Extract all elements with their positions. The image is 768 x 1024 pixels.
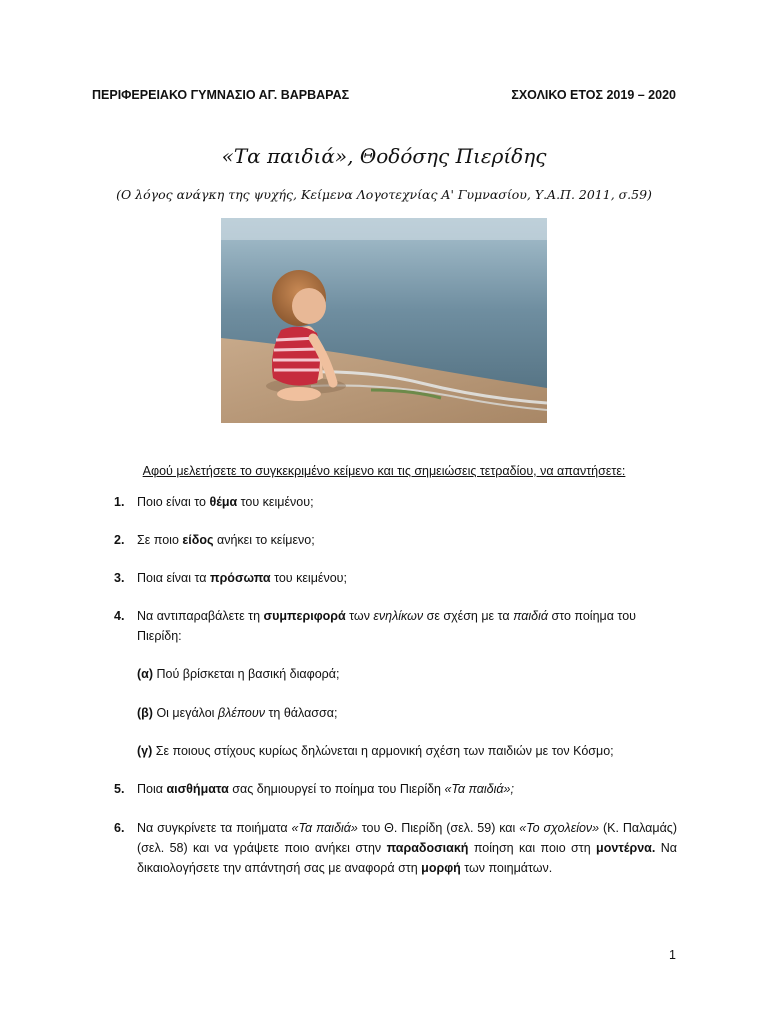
question-2-number: 2.: [114, 533, 125, 547]
question-4-text-end: στο ποίημα του Πιερίδη:: [137, 609, 636, 643]
question-6-poem-2: «Το σχολείον»: [519, 821, 600, 835]
question-4-number: 4.: [114, 609, 125, 623]
school-year: ΣΧΟΛΙΚΟ ΕΤΟΣ 2019 – 2020: [511, 88, 676, 102]
sub-b-text: Οι μεγάλοι: [152, 706, 218, 720]
question-4-text-2: των: [345, 609, 374, 623]
page-title: «Τα παιδιά», Θοδόσης Πιερίδης: [221, 144, 547, 168]
page-header: [92, 88, 676, 106]
source-citation: (Ο λόγος ανάγκη της ψυχής, Κείμενα Λογοτεχνίας Α' Γυμνασίου, Υ.Α.Π. 2011, σ.59): [116, 187, 652, 202]
question-6-keyword-form: μορφή: [421, 861, 461, 875]
instruction-text: Αφού μελετήσετε το συγκεκριμένο κείμενο και τις σημειώσεις τετραδίου, να απαντήσετε:: [142, 464, 626, 478]
question-6-number: 6.: [114, 821, 125, 835]
question-2: [137, 530, 677, 550]
question-6-text-5: Να δικαιολογήσετε την απάντησή σας με αναφορά στη: [137, 841, 677, 875]
question-2-keyword: είδος: [182, 533, 214, 547]
sub-c-label: (γ): [137, 744, 153, 758]
question-4-text-3: σε σχέση με τα: [423, 609, 514, 623]
question-6-text-3: (Κ. Παλαμάς) (σελ. 58) και να γράψετε ποιο ανήκει στην: [137, 821, 677, 855]
question-5: [137, 779, 677, 799]
question-3-text: Ποια είναι τα: [137, 571, 210, 585]
question-5-poem-title: «Τα παιδιά»;: [444, 782, 514, 796]
page-number: 1: [669, 948, 676, 962]
question-4-sub-c: [137, 741, 697, 761]
question-1-text: Ποιο είναι το: [137, 495, 210, 509]
question-3-number: 3.: [114, 571, 125, 585]
question-4-sub-b: [137, 703, 697, 723]
question-4-sub-a: [137, 664, 697, 684]
question-5-keyword: αισθήματα: [166, 782, 229, 796]
question-6-text-end: των ποιημάτων.: [460, 861, 553, 875]
question-6: [137, 818, 677, 878]
question-4: [137, 606, 677, 646]
question-6-text-2: του Θ. Πιερίδη (σελ. 59) και: [357, 821, 520, 835]
question-6-text: Να συγκρίνετε τα ποιήματα: [137, 821, 292, 835]
question-5-text: Ποια: [137, 782, 167, 796]
school-name: ΠΕΡΙΦΕΡΕΙΑΚΟ ΓΥΜΝΑΣΙΟ ΑΓ. ΒΑΡΒΑΡΑΣ: [92, 88, 350, 102]
sub-a-label: (α): [137, 667, 154, 681]
question-6-poem-1: «Τα παιδιά»: [291, 821, 358, 835]
question-4-keyword: συμπεριφορά: [263, 609, 346, 623]
child-on-beach-photo: [221, 218, 547, 423]
sub-a-text: Πού βρίσκεται η βασική διαφορά;: [153, 667, 340, 681]
sub-b-label: (β): [137, 706, 153, 720]
question-3-keyword: πρόσωπα: [210, 571, 271, 585]
question-5-text-2: σας δημιουργεί το ποίημα του Πιερίδη: [228, 782, 445, 796]
question-4-text: Να αντιπαραβάλετε τη: [137, 609, 264, 623]
question-2-text: Σε ποιο: [137, 533, 183, 547]
question-6-text-4: ποίηση και ποιο στη: [468, 841, 597, 855]
question-6-keyword-traditional: παραδοσιακή: [386, 841, 469, 855]
sub-b-text-end: τη θάλασσα;: [265, 706, 338, 720]
sub-c-text: Σε ποιους στίχους κυρίως δηλώνεται η αρμονική σχέση των παιδιών με τον Κόσμο;: [152, 744, 614, 758]
question-1-number: 1.: [114, 495, 125, 509]
question-3-text-end: του κειμένου;: [270, 571, 347, 585]
question-4-italic-children: παιδιά: [513, 609, 549, 623]
question-4-italic-adults: ενηλίκων: [373, 609, 424, 623]
sub-b-italic: βλέπουν: [217, 706, 265, 720]
question-5-number: 5.: [114, 782, 125, 796]
question-6-keyword-modern: μοντέρνα.: [596, 841, 656, 855]
question-2-text-end: ανήκει το κείμενο;: [213, 533, 315, 547]
question-3: [137, 568, 677, 588]
question-1-text-end: του κειμένου;: [237, 495, 314, 509]
question-1-keyword: θέμα: [209, 495, 238, 509]
question-1: [137, 492, 677, 512]
